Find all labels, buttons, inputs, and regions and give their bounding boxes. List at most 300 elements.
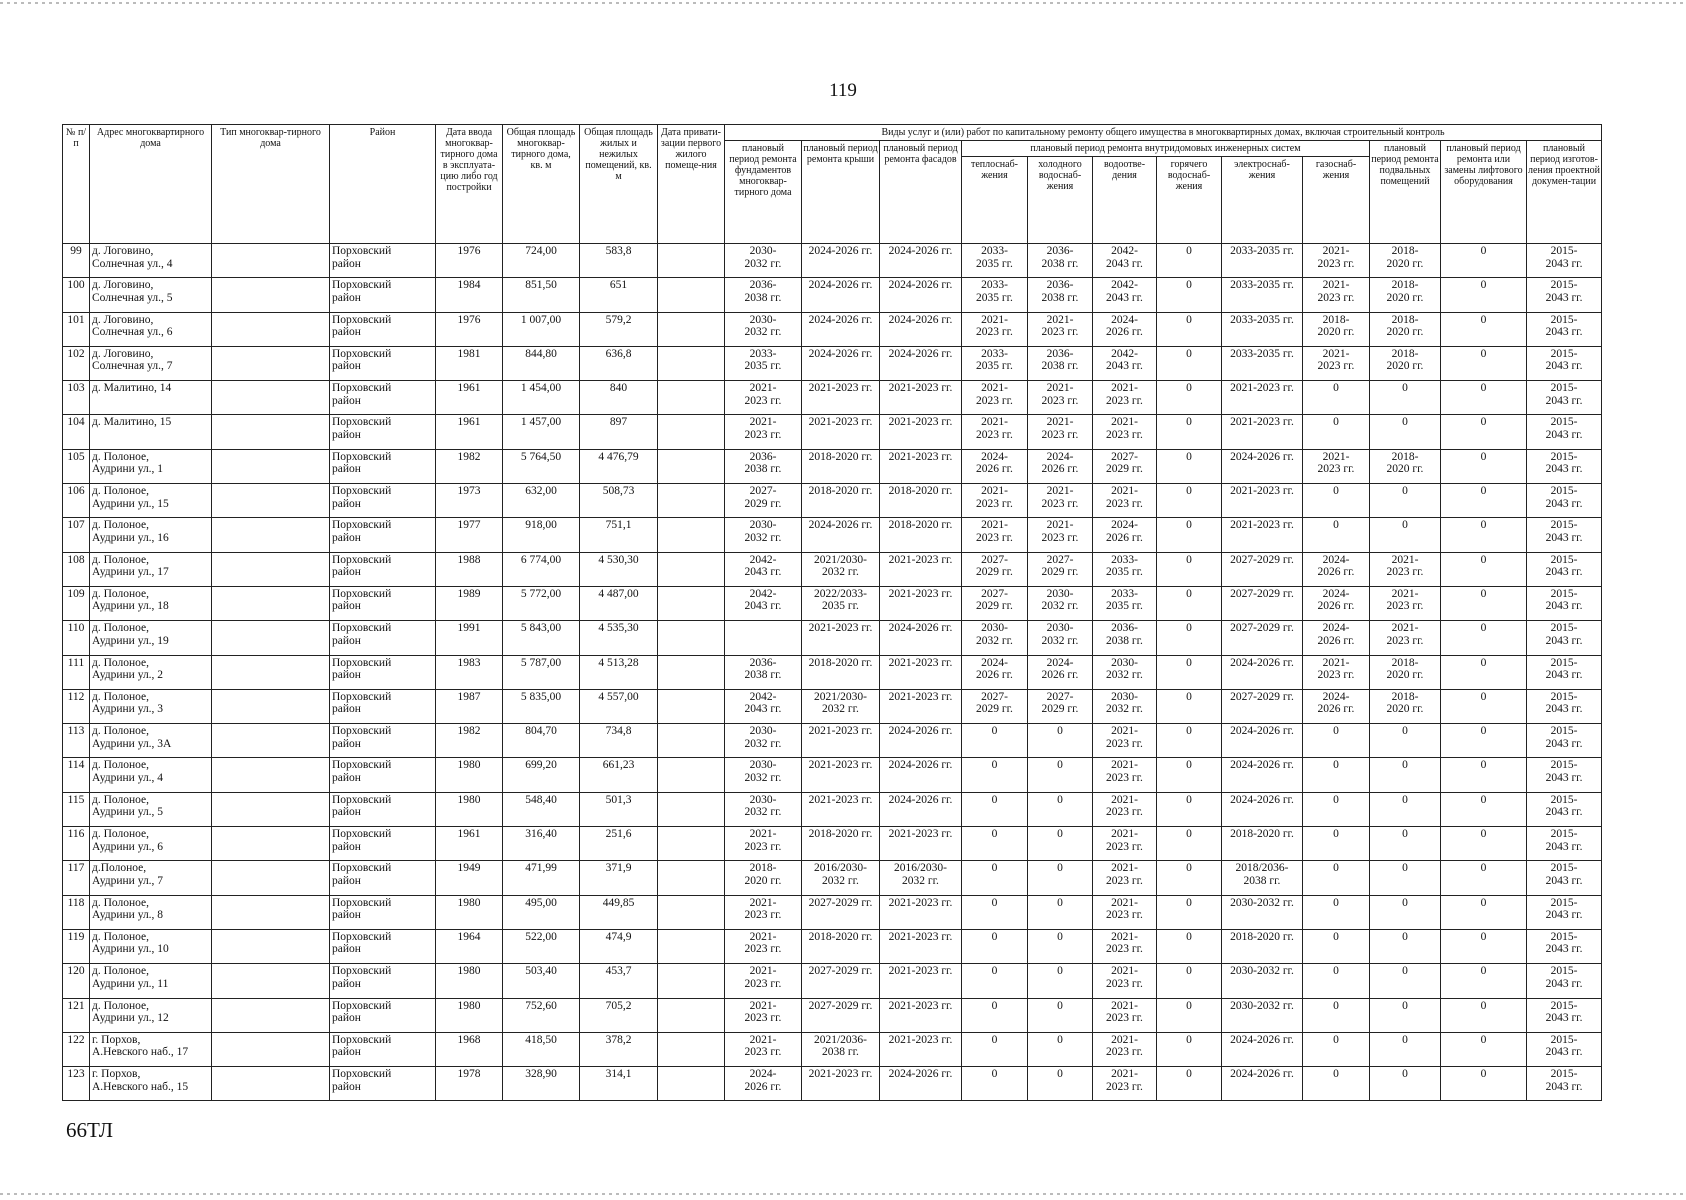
gas-cell — [1303, 895, 1370, 929]
foundation-cell-line: 2021- — [749, 1033, 777, 1046]
privatization-cell — [658, 1032, 725, 1066]
col-cold-water-header: холодного водоснаб-жения — [1028, 157, 1093, 244]
drainage-cell-line: 2023 гг. — [1106, 1080, 1143, 1093]
electricity-cell — [1222, 827, 1303, 861]
elevator-cell-line: 0 — [1480, 519, 1487, 532]
drainage-cell — [1093, 621, 1157, 655]
cold-water-cell-line: 2036- — [1046, 347, 1074, 360]
basement-cell — [1370, 929, 1441, 963]
address-cell-line: А.Невского наб., 15 — [92, 1080, 189, 1093]
cold-water-cell-line: 2029 гг. — [1041, 703, 1079, 716]
gas-cell-line: 2023 гг. — [1317, 291, 1355, 304]
electricity-cell-line: 2033-2035 гг. — [1230, 245, 1294, 257]
drainage-cell — [1093, 278, 1157, 312]
year-cell — [436, 312, 503, 346]
privatization-cell — [658, 895, 725, 929]
row-number — [63, 552, 90, 586]
address-cell-line: Аудрини ул., 18 — [92, 600, 169, 613]
living-area-cell — [580, 758, 658, 792]
electricity-cell-line: 2024-2026 гг. — [1230, 450, 1294, 463]
works-group-header: Виды услуг и (или) работ по капитальному ремонту общего имущества в многоквартирных домах, включая строительный контроль — [725, 125, 1602, 141]
heating-cell — [962, 484, 1028, 518]
design-docs-cell-line: 2015- — [1550, 793, 1578, 806]
basement-cell-line: 2021- — [1391, 553, 1419, 566]
district-cell-line: район — [332, 1046, 361, 1059]
drainage-cell — [1093, 758, 1157, 792]
drainage-cell — [1093, 689, 1157, 723]
row-number — [63, 586, 90, 620]
basement-cell-line: 2020 гг. — [1386, 257, 1424, 270]
roof-cell — [802, 724, 880, 758]
drainage-cell — [1093, 929, 1157, 963]
drainage-cell-line: 2043 гг. — [1106, 360, 1143, 373]
design-docs-cell-line: 2043 гг. — [1545, 463, 1583, 476]
living-area-cell-line: 705,2 — [605, 999, 632, 1012]
year-cell — [436, 792, 503, 826]
district-cell — [330, 484, 436, 518]
table-row — [63, 861, 1602, 895]
electricity-cell — [1222, 792, 1303, 826]
gas-cell-line: 0 — [1333, 382, 1339, 395]
district-cell — [330, 244, 436, 278]
basement-cell-line: 0 — [1402, 382, 1408, 395]
foundation-cell-line: 2023 гг. — [744, 943, 782, 956]
drainage-cell — [1093, 346, 1157, 380]
year-cell — [436, 484, 503, 518]
living-area-cell — [580, 278, 658, 312]
district-cell-line: Порховский — [332, 759, 392, 772]
foundation-cell-line: 2043 гг. — [744, 566, 782, 579]
foundation-cell-line: 2032 гг. — [744, 737, 782, 750]
roof-cell-line: 2027-2029 гг. — [808, 999, 873, 1012]
gas-cell-line: 0 — [1333, 485, 1339, 498]
gas-cell — [1303, 415, 1370, 449]
electricity-cell-line: 2024-2026 гг. — [1230, 1033, 1294, 1046]
table-row — [63, 895, 1602, 929]
heating-cell — [962, 449, 1028, 483]
privatization-cell — [658, 929, 725, 963]
total-area-cell-line: 851,50 — [525, 279, 557, 292]
elevator-cell — [1441, 998, 1527, 1032]
heating-cell-line: 2032 гг. — [976, 634, 1013, 647]
facade-cell — [880, 484, 962, 518]
elevator-cell-line: 0 — [1480, 725, 1487, 738]
design-docs-cell-line: 2015- — [1550, 690, 1578, 703]
cold-water-cell-line: 0 — [1057, 828, 1063, 841]
district-cell-line: район — [332, 909, 361, 922]
drainage-cell-line: 2038 гг. — [1106, 634, 1143, 647]
living-area-cell — [580, 895, 658, 929]
district-cell-line: Порховский — [332, 519, 392, 532]
hot-water-cell-line: 0 — [1186, 347, 1192, 360]
design-docs-cell-line: 2015- — [1550, 1068, 1578, 1081]
living-area-cell-line: 651 — [609, 279, 628, 292]
privatization-cell — [658, 346, 725, 380]
drainage-cell-line: 2023 гг. — [1106, 943, 1143, 956]
col-drainage-header: водоотве-дения — [1093, 157, 1157, 244]
facade-cell-line: 2018-2020 гг. — [888, 485, 953, 498]
row-number — [63, 244, 90, 278]
basement-cell — [1370, 278, 1441, 312]
row-number — [63, 861, 90, 895]
heating-cell-line: 2023 гг. — [976, 531, 1013, 544]
elevator-cell — [1441, 724, 1527, 758]
district-cell-line: район — [332, 428, 361, 441]
address-cell-line: д. Логовино, — [92, 245, 154, 257]
hot-water-cell-line: 0 — [1186, 485, 1192, 498]
foundation-cell-line: 2023 гг. — [744, 909, 782, 922]
gas-cell-line: 2020 гг. — [1317, 326, 1355, 339]
facade-cell-line: 2024-2026 гг. — [888, 279, 953, 292]
cold-water-cell — [1028, 964, 1093, 998]
hot-water-cell-line: 0 — [1186, 965, 1192, 978]
total-area-cell-line: 804,70 — [525, 725, 557, 738]
heating-cell-line: 2035 гг. — [976, 291, 1013, 304]
facade-cell — [880, 895, 962, 929]
row-number-line: 114 — [67, 759, 85, 772]
row-number — [63, 792, 90, 826]
foundation-cell-line: 2030- — [749, 245, 777, 257]
heating-cell — [962, 381, 1028, 415]
roof-cell-line: 2024-2026 гг. — [808, 279, 873, 292]
basement-cell-line: 0 — [1402, 1068, 1408, 1081]
roof-cell-line: 2024-2026 гг. — [808, 347, 873, 360]
district-cell-line: район — [332, 600, 361, 613]
foundation-cell-line: 2023 гг. — [744, 1012, 782, 1025]
facade-cell-line: 2024-2026 гг. — [888, 793, 953, 806]
design-docs-cell-line: 2043 гг. — [1545, 291, 1583, 304]
total-area-cell-line: 328,90 — [525, 1068, 557, 1081]
elevator-cell-line: 0 — [1480, 485, 1487, 498]
row-number — [63, 415, 90, 449]
privatization-cell — [658, 415, 725, 449]
living-area-cell — [580, 964, 658, 998]
drainage-cell-line: 2023 гг. — [1106, 1012, 1143, 1025]
heating-cell-line: 0 — [991, 999, 998, 1012]
heating-cell-line: 0 — [991, 965, 998, 978]
heating-cell-line: 2023 гг. — [976, 497, 1013, 510]
address-cell-line: Солнечная ул., 6 — [92, 326, 173, 339]
elevator-cell — [1441, 312, 1527, 346]
basement-cell-line: 2023 гг. — [1386, 600, 1424, 613]
design-docs-cell — [1527, 244, 1602, 278]
roof-cell — [802, 621, 880, 655]
row-number — [63, 484, 90, 518]
cold-water-cell-line: 2030- — [1046, 622, 1074, 635]
row-number-line: 100 — [67, 279, 85, 292]
gas-cell — [1303, 929, 1370, 963]
drainage-cell — [1093, 895, 1157, 929]
address-cell-line: Аудрини ул., 11 — [92, 977, 169, 990]
design-docs-cell-line: 2015- — [1550, 930, 1578, 943]
address-cell-line: д. Полоное, — [92, 690, 150, 703]
total-area-cell — [503, 278, 580, 312]
hot-water-cell-line: 0 — [1186, 622, 1192, 635]
hot-water-cell — [1157, 758, 1222, 792]
hot-water-cell — [1157, 518, 1222, 552]
cold-water-cell — [1028, 552, 1093, 586]
roof-cell — [802, 827, 880, 861]
facade-cell-line: 2024-2026 гг. — [888, 313, 953, 326]
total-area-cell — [503, 1067, 580, 1101]
facade-cell — [880, 518, 962, 552]
gas-cell-line: 0 — [1333, 519, 1339, 532]
gas-cell — [1303, 552, 1370, 586]
privatization-cell — [658, 312, 725, 346]
electricity-cell — [1222, 621, 1303, 655]
privatization-cell — [658, 827, 725, 861]
cold-water-cell-line: 2023 гг. — [1041, 531, 1079, 544]
foundation-cell-line: 2038 гг. — [744, 463, 782, 476]
house-type-cell — [212, 518, 330, 552]
hot-water-cell-line: 0 — [1186, 245, 1192, 257]
district-cell — [330, 998, 436, 1032]
privatization-cell — [658, 518, 725, 552]
electricity-cell — [1222, 518, 1303, 552]
hot-water-cell — [1157, 998, 1222, 1032]
col-elevator-header: плановый период ремонта или замены лифтового оборудования — [1441, 141, 1527, 244]
electricity-cell — [1222, 552, 1303, 586]
privatization-cell — [658, 724, 725, 758]
design-docs-cell-line: 2043 гг. — [1545, 909, 1583, 922]
cold-water-cell-line: 0 — [1057, 725, 1063, 738]
address-cell-line: Солнечная ул., 7 — [92, 360, 173, 373]
year-cell-line: 1987 — [457, 690, 481, 703]
year-cell — [436, 998, 503, 1032]
total-area-cell — [503, 758, 580, 792]
basement-cell-line: 2020 гг. — [1386, 291, 1424, 304]
gas-cell-line: 2026 гг. — [1317, 703, 1355, 716]
drainage-cell-line: 2021- — [1111, 725, 1138, 738]
address-cell — [90, 792, 212, 826]
gas-cell — [1303, 449, 1370, 483]
facade-cell-line: 2032 гг. — [902, 874, 939, 887]
facade-cell — [880, 415, 962, 449]
district-cell — [330, 381, 436, 415]
year-cell — [436, 621, 503, 655]
gas-cell — [1303, 346, 1370, 380]
address-cell — [90, 895, 212, 929]
facade-cell — [880, 655, 962, 689]
design-docs-cell-line: 2015- — [1550, 450, 1578, 463]
row-number-line: 112 — [67, 690, 85, 703]
row-number-line: 104 — [67, 416, 85, 429]
drainage-cell-line: 2021- — [1111, 416, 1138, 429]
house-type-cell — [212, 895, 330, 929]
gas-cell-line: 0 — [1333, 1068, 1339, 1081]
col-foundation-header: плановый период ремонта фундаментов многоквар-тирного дома — [725, 141, 802, 244]
district-cell-line: Порховский — [332, 828, 392, 841]
total-area-cell — [503, 484, 580, 518]
cold-water-cell-line: 2026 гг. — [1041, 669, 1079, 682]
row-number — [63, 724, 90, 758]
hot-water-cell — [1157, 1032, 1222, 1066]
total-area-cell — [503, 689, 580, 723]
cold-water-cell-line: 2029 гг. — [1041, 566, 1079, 579]
total-area-cell — [503, 827, 580, 861]
heating-cell-line: 2033- — [981, 245, 1008, 257]
address-cell-line: Аудрини ул., 8 — [92, 909, 164, 922]
design-docs-cell-line: 2015- — [1550, 245, 1578, 257]
roof-cell — [802, 998, 880, 1032]
design-docs-cell — [1527, 346, 1602, 380]
foundation-cell — [725, 998, 802, 1032]
elevator-cell — [1441, 518, 1527, 552]
table-row — [63, 278, 1602, 312]
row-number — [63, 312, 90, 346]
year-cell-line: 1980 — [457, 896, 481, 909]
living-area-cell-line: 4 530,30 — [598, 553, 639, 566]
elevator-cell — [1441, 278, 1527, 312]
district-cell-line: Порховский — [332, 896, 392, 909]
row-number-line: 103 — [67, 382, 85, 395]
living-area-cell-line: 474,9 — [605, 930, 632, 943]
table-row — [63, 758, 1602, 792]
foundation-cell-line: 2030- — [749, 725, 777, 738]
table-row — [63, 792, 1602, 826]
year-cell-line: 1981 — [457, 347, 481, 360]
electricity-cell-line: 2024-2026 гг. — [1230, 759, 1294, 772]
table-body — [63, 244, 1602, 1101]
district-cell-line: район — [332, 257, 361, 270]
col-living-area-header: Общая площадь жилых и нежилых помещений, кв. м — [580, 125, 658, 244]
row-number — [63, 758, 90, 792]
facade-cell-line: 2021-2023 гг. — [888, 690, 953, 703]
design-docs-cell-line: 2015- — [1550, 313, 1578, 326]
design-docs-cell-line: 2043 гг. — [1545, 806, 1583, 819]
table-row — [63, 827, 1602, 861]
living-area-cell — [580, 724, 658, 758]
year-cell — [436, 278, 503, 312]
living-area-cell — [580, 586, 658, 620]
electricity-cell — [1222, 998, 1303, 1032]
electricity-cell-line: 2030-2032 гг. — [1230, 999, 1294, 1012]
facade-cell-line: 2024-2026 гг. — [888, 245, 953, 257]
elevator-cell — [1441, 484, 1527, 518]
drainage-cell — [1093, 792, 1157, 826]
gas-cell-line: 2024- — [1322, 553, 1350, 566]
basement-cell — [1370, 1067, 1441, 1101]
drainage-cell-line: 2023 гг. — [1106, 428, 1143, 441]
district-cell-line: Порховский — [332, 245, 392, 257]
gas-cell-line: 0 — [1333, 930, 1339, 943]
privatization-cell — [658, 655, 725, 689]
drainage-cell — [1093, 1032, 1157, 1066]
drainage-cell — [1093, 552, 1157, 586]
hot-water-cell — [1157, 415, 1222, 449]
hot-water-cell — [1157, 621, 1222, 655]
facade-cell — [880, 861, 962, 895]
foundation-cell-line: 2032 гг. — [744, 257, 782, 270]
address-cell — [90, 861, 212, 895]
address-cell — [90, 586, 212, 620]
foundation-cell-line: 2020 гг. — [744, 874, 782, 887]
total-area-cell — [503, 346, 580, 380]
gas-cell — [1303, 758, 1370, 792]
year-cell — [436, 861, 503, 895]
elevator-cell-line: 0 — [1480, 862, 1487, 875]
basement-cell-line: 0 — [1402, 519, 1408, 532]
hot-water-cell — [1157, 689, 1222, 723]
row-number — [63, 346, 90, 380]
design-docs-cell-line: 2043 гг. — [1545, 428, 1583, 441]
heating-cell — [962, 1032, 1028, 1066]
heating-cell-line: 2027- — [981, 587, 1008, 600]
design-docs-cell — [1527, 586, 1602, 620]
elevator-cell-line: 0 — [1480, 690, 1487, 703]
foundation-cell — [725, 312, 802, 346]
drainage-cell — [1093, 449, 1157, 483]
privatization-cell — [658, 1067, 725, 1101]
heating-cell — [962, 278, 1028, 312]
roof-cell — [802, 484, 880, 518]
basement-cell — [1370, 244, 1441, 278]
gas-cell — [1303, 1067, 1370, 1101]
district-cell — [330, 895, 436, 929]
basement-cell-line: 2023 гг. — [1386, 634, 1424, 647]
roof-cell-line: 2024-2026 гг. — [808, 313, 873, 326]
design-docs-cell-line: 2043 гг. — [1545, 600, 1583, 613]
drainage-cell-line: 2024- — [1111, 313, 1138, 326]
foundation-cell-line: 2021- — [749, 930, 777, 943]
living-area-cell — [580, 1032, 658, 1066]
roof-cell-line: 2021-2023 гг. — [808, 793, 873, 806]
total-area-cell — [503, 586, 580, 620]
year-cell — [436, 758, 503, 792]
row-number-line: 115 — [67, 793, 85, 806]
roof-cell-line: 2018-2020 гг. — [808, 930, 873, 943]
foundation-cell-line: 2036- — [749, 279, 777, 292]
design-docs-cell-line: 2015- — [1550, 416, 1578, 429]
basement-cell-line: 0 — [1402, 896, 1408, 909]
district-cell-line: Порховский — [332, 279, 392, 292]
facade-cell-line: 2021-2023 гг. — [888, 930, 953, 943]
district-cell-line: район — [332, 531, 361, 544]
cold-water-cell-line: 0 — [1057, 1068, 1063, 1081]
row-number-line: 109 — [67, 587, 85, 600]
address-cell — [90, 518, 212, 552]
address-cell-line: д. Полоное, — [92, 965, 150, 978]
cold-water-cell-line: 2023 гг. — [1041, 394, 1079, 407]
foundation-cell — [725, 655, 802, 689]
drainage-cell-line: 2021- — [1111, 896, 1138, 909]
heating-cell-line: 2024- — [981, 656, 1008, 669]
col-electricity-header: электроснаб-жения — [1222, 157, 1303, 244]
electricity-cell-line: 2018-2020 гг. — [1230, 828, 1294, 841]
foundation-cell-line: 2021- — [749, 828, 777, 841]
foundation-cell — [725, 929, 802, 963]
district-cell-line: район — [332, 840, 361, 853]
design-docs-cell-line: 2043 гг. — [1545, 737, 1583, 750]
drainage-cell-line: 2021- — [1111, 793, 1138, 806]
electricity-cell-line: 2027-2029 гг. — [1230, 622, 1294, 635]
row-number-line: 101 — [67, 313, 85, 326]
address-cell-line: Аудрини ул., 19 — [92, 634, 169, 647]
design-docs-cell — [1527, 621, 1602, 655]
hot-water-cell-line: 0 — [1186, 587, 1192, 600]
living-area-cell-line: 840 — [609, 382, 628, 395]
address-cell — [90, 827, 212, 861]
gas-cell — [1303, 689, 1370, 723]
address-cell-line: Солнечная ул., 4 — [92, 257, 173, 270]
year-cell — [436, 655, 503, 689]
cold-water-cell-line: 2021- — [1046, 416, 1074, 429]
total-area-cell — [503, 552, 580, 586]
drainage-cell-line: 2021- — [1111, 1033, 1138, 1046]
foundation-cell — [725, 484, 802, 518]
living-area-cell-line: 4 557,00 — [598, 690, 639, 703]
cold-water-cell-line: 2021- — [1046, 313, 1074, 326]
